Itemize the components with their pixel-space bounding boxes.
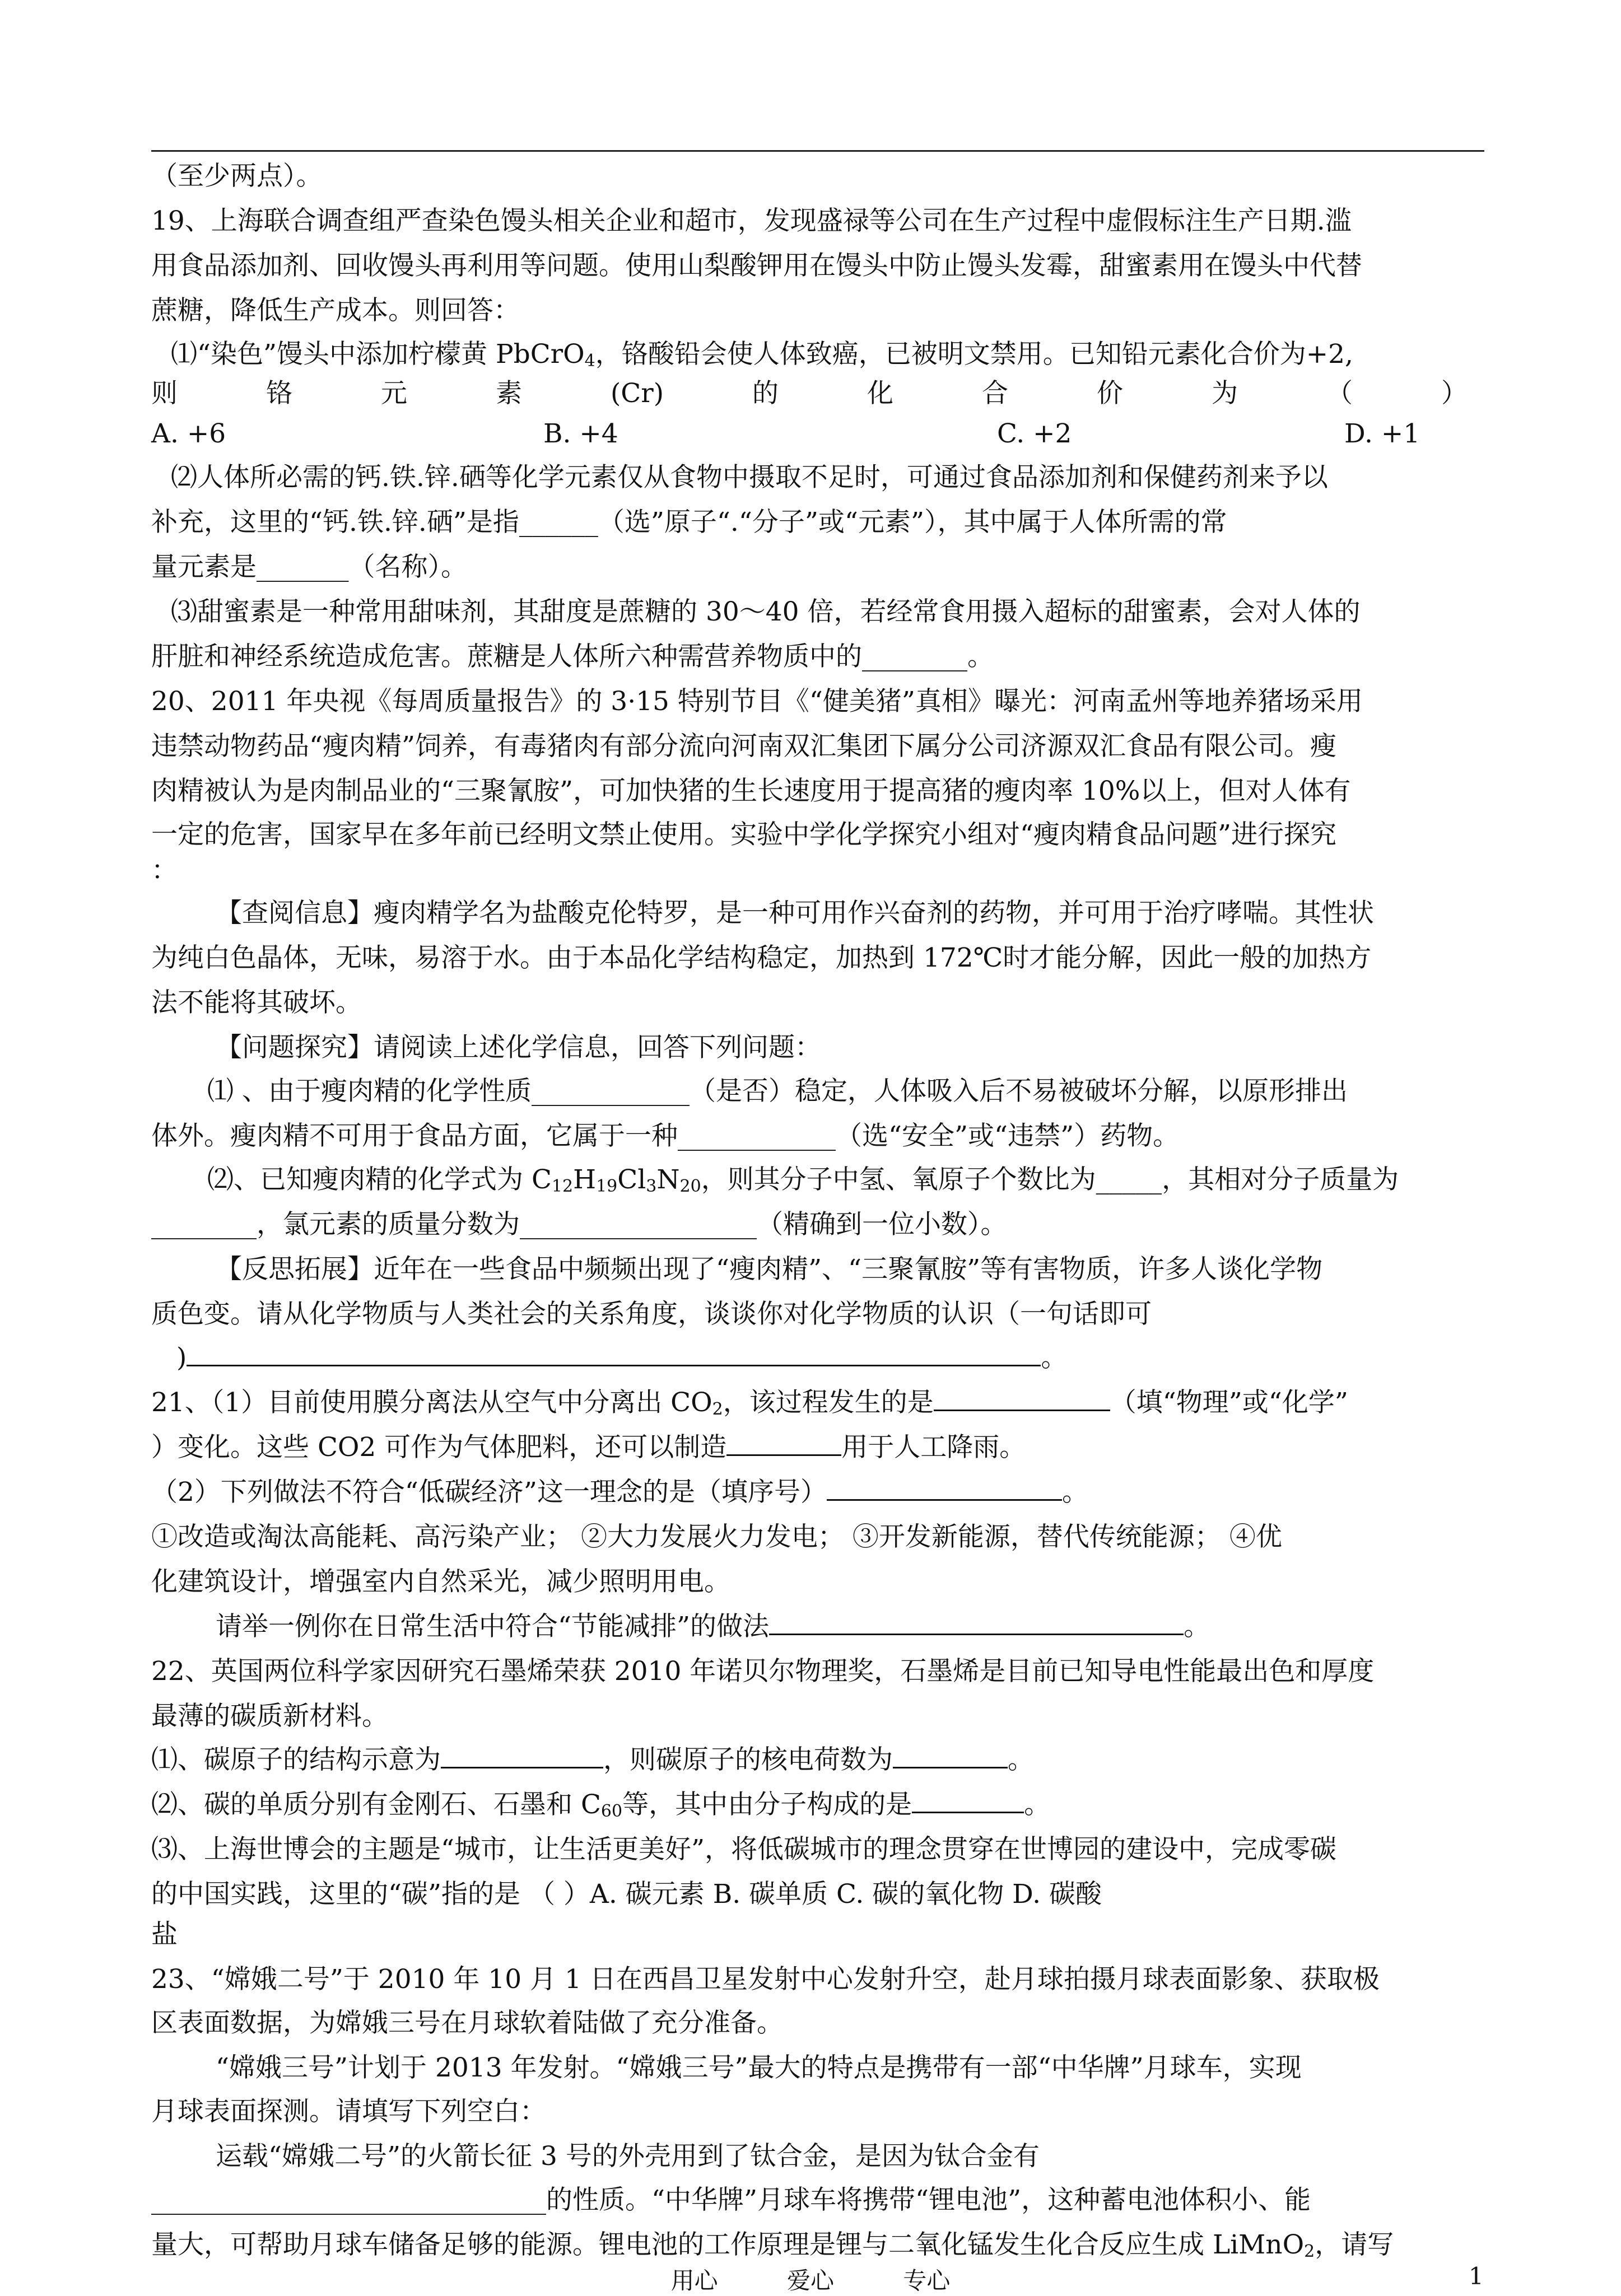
question-22-line	[151, 1785, 1484, 1831]
text-span: 21、（1）目前使用膜分离法从空气中分离出 CO	[151, 1387, 712, 1418]
question-22-line: 盐	[151, 1919, 178, 1950]
subscript: 2	[712, 1399, 723, 1419]
justified-word: 则	[151, 378, 178, 409]
text-span: N	[656, 1164, 680, 1195]
subscript: 12	[551, 1177, 574, 1196]
question-23-line: 区表面数据，为嫦娥三号在月球软着陆做了充分准备。	[151, 2008, 783, 2038]
answer-blank	[726, 1430, 841, 1456]
subscript: 19	[596, 1177, 618, 1196]
footer-motto: 用心	[670, 2267, 718, 2294]
option-a: A. +6	[151, 418, 226, 449]
justified-word: 的	[752, 378, 779, 409]
text-line: （至少两点）。	[151, 161, 323, 192]
answer-blank	[187, 1340, 1041, 1366]
text-span: 。	[1008, 1744, 1034, 1775]
justified-word: 价	[1096, 378, 1123, 409]
explore-part1: 体外。瘦肉精不可用于食品方面，它属于一种____________（选“安全”或“违禁”）药物。	[151, 1121, 1180, 1151]
question-19-line: 蔗糖，降低生产成本。则回答：	[151, 295, 520, 326]
reflect-section: 【反思拓展】近年在一些食品中频频出现了“瘦肉精”、“三聚氰胺”等有害物质，许多人谈化学物	[216, 1254, 1323, 1285]
question-19-part1-justified	[151, 374, 1484, 413]
text-span: ，则碳原子的核电荷数为	[603, 1744, 893, 1775]
page-footer	[0, 2262, 1621, 2296]
page-number: 1	[1469, 2262, 1484, 2290]
reflect-section	[151, 1338, 1484, 1378]
text-span: 的性质。“中华牌”月球车将携带“锂电池”，这种蓄电池体积小、能	[546, 2185, 1311, 2215]
subscript: 2	[1304, 2242, 1315, 2261]
text-span: ⑵、已知瘦肉精的化学式为 C	[207, 1164, 552, 1195]
text-span: ，该过程发生的是	[723, 1387, 934, 1418]
answer-blank	[441, 1742, 603, 1768]
info-section: 【查阅信息】瘦肉精学名为盐酸克伦特罗，是一种可用作兴奋剂的药物，并可用于治疗哮喘。其性状	[216, 898, 1374, 928]
text-span: ，则其分子中氢、氧原子个数比为_____，其相对分子质量为	[701, 1164, 1399, 1195]
subscript: 3	[646, 1177, 657, 1196]
question-19-part2: ⑵人体所必需的钙.铁.锌.硒等化学元素仅从食物中摄取不足时，可通过食品添加剂和保健药剂来予以	[171, 462, 1328, 493]
question-20-line: ：	[151, 855, 178, 886]
question-19-part2: 量元素是_______（名称）。	[151, 552, 467, 582]
question-23-line: 运载“嫦娥二号”的火箭长征 3 号的外壳用到了钛合金，是因为钛合金有	[216, 2141, 1040, 2172]
question-20-line: 肉精被认为是肉制品业的“三聚氰胺”，可加快猪的生长速度用于提高猪的瘦肉率 10%以上，但对人体有	[151, 776, 1351, 806]
text-span: ，铬酸铅会使人体致癌，已被明文禁用。已知铅元素化合价为+2,	[595, 339, 1353, 370]
question-23-line: “嫦娥三号”计划于 2013 年发射。“嫦娥三号”最大的特点是携带有一部“中华牌”月球车，实现	[216, 2052, 1302, 2083]
answer-blank	[893, 1742, 1008, 1768]
subscript: 4	[584, 351, 595, 371]
question-22-line: ⑶、上海世博会的主题是“城市，让生活更美好”，将低碳城市的理念贯穿在世博园的建设中，完成零碳	[151, 1834, 1337, 1865]
text-span: 用于人工降雨。	[841, 1432, 1026, 1463]
question-21-line	[151, 1473, 1484, 1512]
justified-word: 化	[867, 378, 894, 409]
text-span: ⑵、碳的单质分别有金刚石、石墨和 C	[151, 1789, 601, 1820]
answer-blank	[769, 1609, 1184, 1635]
header-rule	[151, 150, 1484, 152]
question-20-line: 违禁动物药品“瘦肉精”饲养，有毒猪肉有部分流向河南双汇集团下属分公司济源双汇食品有限公司。瘦	[151, 731, 1337, 762]
text-span: )	[176, 1342, 187, 1373]
reflect-section: 质色变。请从化学物质与人类社会的关系角度，谈谈你对化学物质的认识（一句话即可	[151, 1299, 1152, 1329]
explore-part1: ⑴ 、由于瘦肉精的化学性质____________（是否）稳定，人体吸入后不易被破坏分解，以原形排出	[207, 1076, 1348, 1107]
question-19-part3: 肝脏和神经系统造成危害。蔗糖是人体所六种需营养物质中的________。	[151, 641, 994, 672]
question-22-line: 最薄的碳质新材料。	[151, 1701, 388, 1732]
option-d: D. +1	[1344, 418, 1420, 449]
question-21-line	[216, 1607, 1549, 1646]
explore-part2: ________，氯元素的质量分数为__________________（精确到一位小数）。	[151, 1209, 1007, 1240]
justified-word: ）	[1441, 378, 1468, 409]
option-b: B. +4	[543, 418, 618, 449]
option-c: C. +2	[997, 418, 1072, 449]
explore-section: 【问题探究】请阅读上述化学信息，回答下列问题：	[216, 1032, 821, 1063]
question-22-line	[151, 1740, 1484, 1780]
question-19-part3: ⑶甜蜜素是一种常用甜味剂，其甜度是蔗糖的 30～40 倍，若经常食用摄入超标的甜蜜素，会对人体的	[171, 596, 1361, 627]
justified-words	[151, 374, 1468, 413]
question-20-line: 一定的危害，国家早在多年前已经明文禁止使用。实验中学化学探究小组对“瘦肉精食品问题”进行探究	[151, 819, 1337, 850]
question-20-line: 20、2011 年央视《每周质量报告》的 3·15 特别节目《“健美猪”真相》曝光：河南孟州等地养猪场采用	[151, 686, 1363, 717]
justified-word: 元	[380, 378, 407, 409]
text-span: Cl	[617, 1164, 646, 1195]
question-21-line: 化建筑设计，增强室内自然采光，减少照明用电。	[151, 1566, 730, 1597]
text-span: ⑴“染色”馒头中添加柠檬黄 PbCrO	[171, 339, 585, 370]
text-span: 。	[1024, 1789, 1051, 1820]
justified-word: 铬	[265, 378, 292, 409]
justified-word: 为	[1211, 378, 1238, 409]
text-span: ⑴、碳原子的结构示意为	[151, 1744, 441, 1775]
question-19-options	[151, 414, 1484, 454]
question-22-line: 22、英国两位科学家因研究石墨烯荣获 2010 年诺贝尔物理奖，石墨烯是目前已知导电性能最出色和厚度	[151, 1656, 1375, 1687]
text-span: 量大，可帮助月球车储备足够的能源。锂电池的工作原理是锂与二氧化锰发生化合反应生成 LiMnO	[151, 2229, 1305, 2260]
text-span: ）变化。这些 CO2 可作为气体肥料，还可以制造	[151, 1432, 727, 1463]
explore-part2	[207, 1160, 1540, 1206]
answer-blank	[827, 1474, 1062, 1501]
text-span: 请举一例你在日常生活中符合“节能减排”的做法	[216, 1611, 770, 1642]
answer-blank	[912, 1787, 1024, 1813]
question-21-line	[151, 1383, 1484, 1429]
justified-word: 合	[982, 378, 1008, 409]
info-section: 为纯白色晶体，无味，易溶于水。由于本品化学结构稳定，加热到 172℃时才能分解，因此一般的加热方	[151, 942, 1372, 973]
question-21-line	[151, 1428, 1484, 1467]
text-span: ______________________________	[151, 2185, 546, 2215]
footer-motto: 爱心	[786, 2267, 834, 2294]
text-span: （填“物理”或“化学”	[1110, 1387, 1348, 1418]
question-19-line: 用食品添加剂、回收馒头再利用等问题。使用山梨酸钾用在馒头中防止馒头发霉，甜蜜素用在馒头中代替	[151, 250, 1362, 281]
answer-blank	[934, 1385, 1110, 1411]
question-23-line: 月球表面探测。请填写下列空白：	[151, 2096, 546, 2127]
question-21-line: ①改造或淘汰高能耗、高污染产业； ②大力发展火力发电； ③开发新能源，替代传统能源； ④优	[151, 1522, 1282, 1552]
question-19-line: 19、上海联合调查组严查染色馒头相关企业和超市，发现盛禄等公司在生产过程中虚假标注生产日期.滥	[151, 206, 1352, 236]
text-span: H	[573, 1164, 597, 1195]
justified-word: (Cr)	[610, 378, 664, 409]
question-23-line	[151, 2181, 1484, 2220]
question-19-part2: 补充，这里的“钙.铁.锌.硒”是指______（选”原子“.“分子”或“元素”），其中属于人体所需的常	[151, 507, 1227, 538]
subscript: 60	[600, 1802, 623, 1821]
text-span: 。	[1061, 1477, 1088, 1508]
justified-word: 素	[495, 378, 522, 409]
justified-word: （	[1326, 378, 1353, 409]
text-span: 。	[1184, 1611, 1210, 1642]
text-span: （2）下列做法不符合“低碳经济”这一理念的是（填序号）	[151, 1477, 827, 1508]
question-23-line: 23、“嫦娥二号”于 2010 年 10 月 1 日在西昌卫星发射中心发射升空，赴月球拍摄月球表面影象、获取极	[151, 1964, 1380, 1995]
text-span: 。	[1041, 1342, 1068, 1373]
subscript: 20	[679, 1177, 701, 1196]
text-span: 等，其中由分子构成的是	[622, 1789, 912, 1820]
info-section: 法不能将其破坏。	[151, 987, 362, 1018]
footer-motto: 专心	[903, 2267, 951, 2294]
text-span: ，请写	[1315, 2229, 1394, 2260]
question-22-line: 的中国实践，这里的“碳”指的是 （ ）A. 碳元素 B. 碳单质 C. 碳的氧化物 D. 碳酸	[151, 1879, 1102, 1910]
